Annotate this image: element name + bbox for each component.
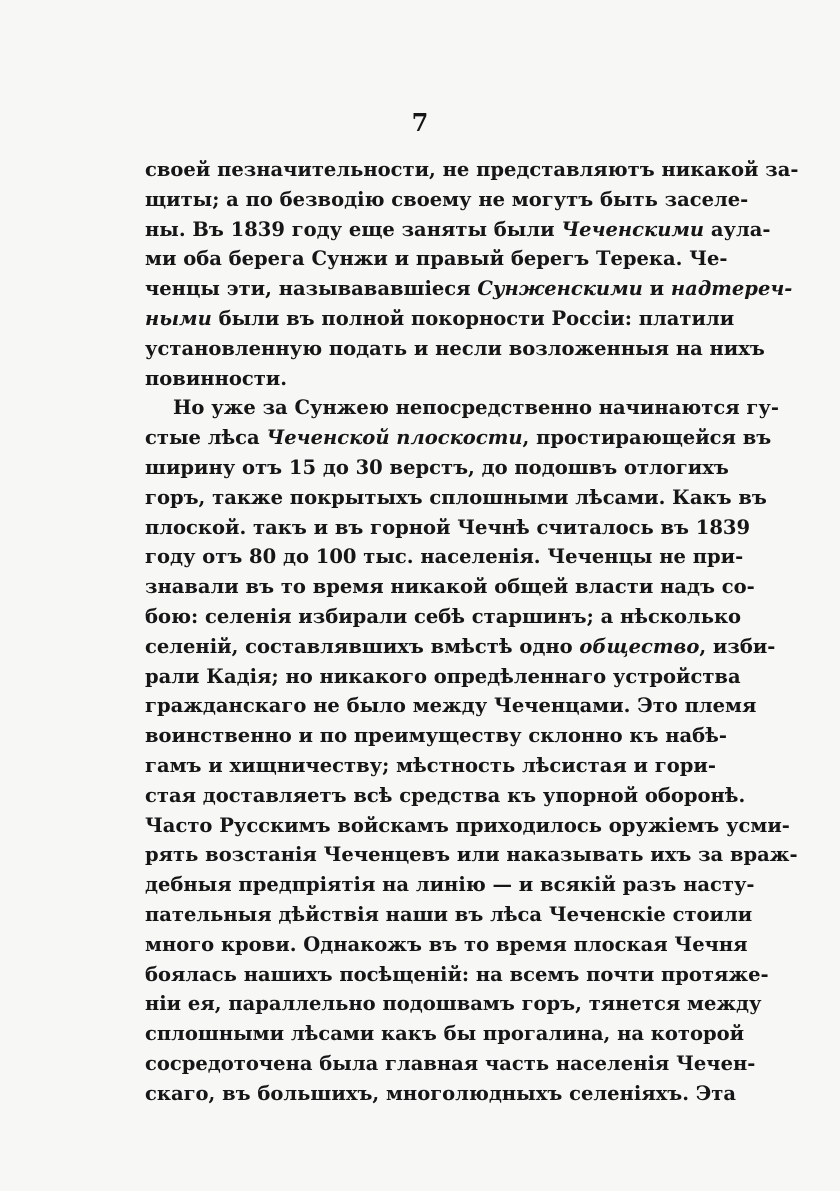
text-line: плоской. такъ и въ горной Чечнѣ считалось въ 1839 (145, 515, 751, 539)
text-line: гамъ и хищничеству; мѣстность лѣсистая и гори- (145, 753, 716, 777)
text-line: своей пезначительности, не представляютъ никакой за- (145, 158, 799, 181)
text-line: сосредоточена была главная часть населенія Чечен- (145, 1051, 756, 1075)
text-line: рали Кадія; но никакого опредѣленнаго устройства (145, 664, 741, 688)
text-line: ніи ея, параллельно подошвамъ горъ, тянется между (145, 992, 762, 1016)
text-line: ными были въ полной покорности Россіи: платили (145, 306, 735, 330)
italic-term: надтереч- (670, 277, 793, 301)
text-line: ны. Въ 1839 году еще заняты были Чеченскими аула- (145, 217, 771, 241)
text-line: скаго, въ большихъ, многолюдныхъ селеніяхъ. Эта (145, 1081, 737, 1105)
text-line: стая доставляетъ всѣ средства къ упорной оборонѣ. (145, 783, 746, 807)
italic-term: ными (145, 306, 212, 330)
text-line: дебныя предпріятія на линію — и всякій разъ насту- (145, 873, 755, 897)
text-line: знавали въ то время никакой общей власти надъ со- (145, 575, 755, 599)
italic-term: Чеченской плоскости (266, 426, 523, 450)
text-line: стые лѣса Чеченской плоскости, простирающейся въ (145, 426, 772, 450)
text-line: много крови. Однакожъ въ то время плоская Чечня (145, 932, 748, 956)
text-line: гражданскаго не было между Чеченцами. Это племя (145, 694, 757, 718)
text-line: боялась нашихъ посѣщеній: на всемъ почти протяже- (145, 962, 769, 986)
italic-term: общество (579, 634, 700, 658)
text-line: ми оба берега Сунжи и правый берегъ Терека. Че- (145, 247, 728, 271)
text-line: пательныя дѣйствія наши въ лѣса Чеченскіе стоили (145, 902, 753, 926)
text-line: горъ, также покрытыхъ сплошными лѣсами. Какъ въ (145, 485, 767, 509)
text-line: селеній, составлявшихъ вмѣстѣ одно общество, изби- (145, 634, 776, 658)
text-line: повинности. (145, 366, 288, 390)
page-number: 7 (411, 108, 429, 137)
text-line: воинственно и по преимуществу склонно къ набѣ- (145, 724, 727, 748)
text-line: сплошными лѣсами какъ бы прогалина, на которой (145, 1022, 745, 1046)
text-line: бою: селенія избирали себѣ старшинъ; а нѣсколько (145, 604, 742, 628)
text-line: ченцы эти, назывававшіеся Сунженскими и надтереч- (145, 277, 793, 301)
text-line: щиты; а по безводію своему не могутъ быть заселе- (145, 187, 749, 211)
text-line: рять возстанія Чеченцевъ или наказывать ихъ за враж- (145, 843, 798, 867)
text-line: Часто Русскимъ войскамъ приходилось оружіемъ усми- (145, 813, 790, 837)
text-line: установленную подать и несли возложенныя на нихъ (145, 336, 765, 360)
text-line: ширину отъ 15 до 30 верстъ, до подошвъ отлогихъ (145, 455, 729, 479)
text-line: Но уже за Сунжею непосредственно начинаются гу- (173, 396, 779, 420)
italic-term: Чеченскими (561, 217, 705, 241)
body-text (145, 155, 799, 1109)
text-line: году отъ 80 до 100 тыс. населенія. Чеченцы не при- (145, 545, 744, 569)
italic-term: Сунженскими (477, 277, 643, 301)
